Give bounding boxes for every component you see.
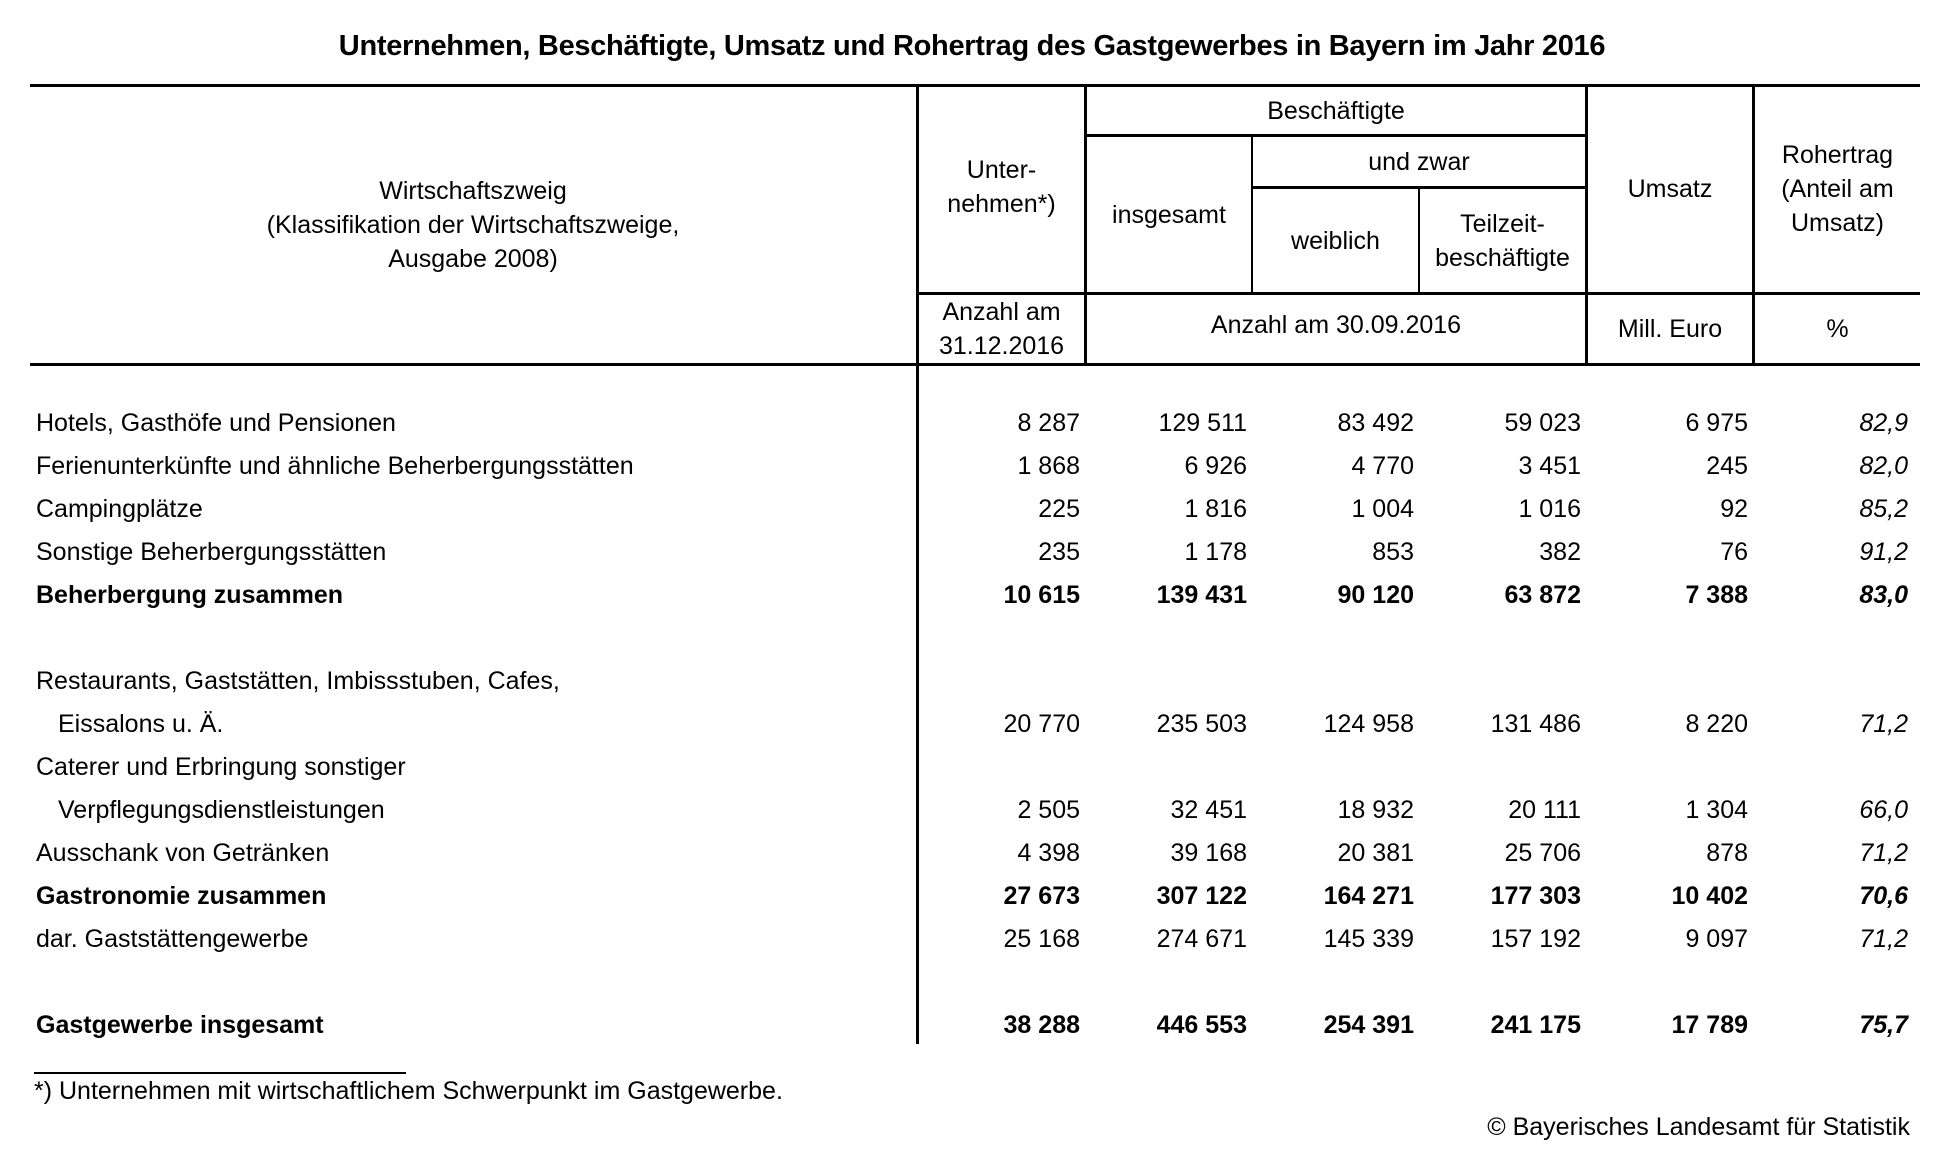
table-row (0, 832, 1944, 875)
cell-umsatz: 8 220 (1685, 710, 1748, 738)
cell-unternehmen: 10 615 (1003, 581, 1080, 609)
cell-weiblich: 1 004 (1351, 495, 1414, 523)
row-label: Hotels, Gasthöfe und Pensionen (36, 409, 396, 437)
cell-beschaeftigte-insgesamt: 139 431 (1156, 581, 1247, 609)
header-wirtschaftszweig-line1: Wirtschaftszweig (379, 177, 567, 205)
row-label: Restaurants, Gaststätten, Imbissstuben, Cafes, (36, 667, 560, 695)
table-row (0, 875, 1944, 918)
header-teilzeit-line2: beschäftigte (1435, 244, 1570, 272)
header-beschaeftigte: Beschäftigte (1267, 97, 1405, 125)
header-weiblich: weiblich (1291, 227, 1380, 255)
cell-weiblich: 164 271 (1323, 882, 1414, 910)
table-row (0, 531, 1944, 574)
cell-teilzeit: 20 111 (1508, 796, 1581, 824)
table-row (0, 574, 1944, 617)
cell-unternehmen: 25 168 (1003, 925, 1080, 953)
footnote: *) Unternehmen mit wirtschaftlichem Schwerpunkt im Gastgewerbe. (34, 1077, 783, 1105)
row-label: dar. Gaststättengewerbe (36, 925, 309, 953)
row-label: Beherbergung zusammen (36, 581, 344, 609)
cell-beschaeftigte-insgesamt: 39 168 (1170, 839, 1247, 867)
cell-teilzeit: 3 451 (1518, 452, 1581, 480)
cell-beschaeftigte-insgesamt: 129 511 (1158, 409, 1247, 437)
cell-teilzeit: 241 175 (1490, 1011, 1581, 1039)
copyright: © Bayerisches Landesamt für Statistik (1487, 1113, 1910, 1141)
row-label-continued: Verpflegungsdienstleistungen (58, 796, 385, 824)
unit-unternehmen-line2: 31.12.2016 (938, 332, 1065, 360)
row-label: Ausschank von Getränken (36, 839, 330, 867)
cell-weiblich: 90 120 (1337, 581, 1414, 609)
row-label: Ferienunterkünfte und ähnliche Beherbergungsstätten (36, 452, 634, 480)
cell-umsatz: 6 975 (1685, 409, 1748, 437)
cell-unternehmen: 8 287 (1017, 409, 1080, 437)
row-label: Campingplätze (36, 495, 203, 523)
table-row-label-line (0, 746, 1944, 789)
cell-umsatz: 1 304 (1685, 796, 1748, 824)
cell-weiblich: 18 932 (1337, 796, 1414, 824)
cell-rohertrag: 70,6 (1859, 882, 1908, 910)
cell-beschaeftigte-insgesamt: 446 553 (1156, 1011, 1247, 1039)
cell-teilzeit: 25 706 (1504, 839, 1581, 867)
header-rohertrag-line1: Rohertrag (1781, 141, 1894, 169)
unit-unternehmen (919, 295, 1084, 363)
cell-weiblich: 254 391 (1323, 1011, 1414, 1039)
table-title: Unternehmen, Beschäftigte, Umsatz und Rohertrag des Gastgewerbes in Bayern im Jahr 2016 (338, 30, 1606, 62)
cell-teilzeit: 63 872 (1504, 581, 1581, 609)
cell-unternehmen: 2 505 (1017, 796, 1080, 824)
cell-unternehmen: 27 673 (1003, 882, 1080, 910)
cell-rohertrag: 75,7 (1859, 1011, 1908, 1039)
cell-unternehmen: 235 (1038, 538, 1080, 566)
cell-rohertrag: 91,2 (1859, 538, 1908, 566)
table-row (0, 918, 1944, 961)
cell-rohertrag: 71,2 (1859, 710, 1908, 738)
cell-weiblich: 124 958 (1323, 710, 1414, 738)
cell-umsatz: 245 (1706, 452, 1748, 480)
unit-beschaeftigte: Anzahl am 30.09.2016 (1210, 311, 1462, 339)
cell-beschaeftigte-insgesamt: 6 926 (1184, 452, 1247, 480)
footnote-rule (34, 1072, 406, 1074)
table-row (0, 445, 1944, 488)
cell-teilzeit: 382 (1539, 538, 1581, 566)
cell-umsatz: 76 (1720, 538, 1748, 566)
cell-weiblich: 20 381 (1337, 839, 1414, 867)
table-row (0, 703, 1944, 746)
table-row (0, 789, 1944, 832)
header-teilzeit (1420, 189, 1585, 293)
cell-beschaeftigte-insgesamt: 235 503 (1156, 710, 1247, 738)
table-row-label-line (0, 660, 1944, 703)
cell-beschaeftigte-insgesamt: 1 816 (1184, 495, 1247, 523)
cell-weiblich: 853 (1372, 538, 1414, 566)
cell-beschaeftigte-insgesamt: 1 178 (1184, 538, 1247, 566)
cell-teilzeit: 177 303 (1490, 882, 1581, 910)
header-teilzeit-line1: Teilzeit- (1460, 210, 1545, 238)
header-rohertrag-line3: Umsatz) (1790, 209, 1885, 237)
unit-unternehmen-line1: Anzahl am (942, 298, 1061, 326)
cell-umsatz: 10 402 (1671, 882, 1748, 910)
cell-teilzeit: 131 486 (1490, 710, 1581, 738)
cell-teilzeit: 157 192 (1490, 925, 1581, 953)
cell-rohertrag: 82,9 (1859, 409, 1908, 437)
cell-rohertrag: 82,0 (1859, 452, 1908, 480)
header-wirtschaftszweig (30, 86, 916, 364)
cell-umsatz: 17 789 (1671, 1011, 1748, 1039)
cell-umsatz: 92 (1720, 495, 1748, 523)
header-umsatz: Umsatz (1627, 175, 1713, 203)
header-wirtschaftszweig-line2: (Klassifikation der Wirtschaftszweige, (266, 211, 680, 239)
row-label: Sonstige Beherbergungsstätten (36, 538, 387, 566)
unit-umsatz: Mill. Euro (1617, 315, 1723, 343)
unit-rohertrag: % (1826, 315, 1849, 343)
header-insgesamt: insgesamt (1112, 201, 1226, 229)
header-unternehmen-line2: nehmen*) (947, 190, 1056, 218)
header-rohertrag-line2: (Anteil am (1781, 175, 1894, 203)
cell-rohertrag: 85,2 (1859, 495, 1908, 523)
cell-unternehmen: 4 398 (1017, 839, 1080, 867)
cell-rohertrag: 71,2 (1859, 925, 1908, 953)
row-label: Caterer und Erbringung sonstiger (36, 753, 406, 781)
cell-unternehmen: 20 770 (1003, 710, 1080, 738)
cell-rohertrag: 66,0 (1859, 796, 1908, 824)
row-label: Gastronomie zusammen (36, 882, 327, 910)
cell-rohertrag: 71,2 (1859, 839, 1908, 867)
table-row (0, 488, 1944, 531)
row-label: Gastgewerbe insgesamt (36, 1011, 324, 1039)
cell-teilzeit: 1 016 (1518, 495, 1581, 523)
header-unternehmen-line1: Unter- (966, 156, 1037, 184)
cell-umsatz: 7 388 (1685, 581, 1748, 609)
header-und-zwar: und zwar (1368, 147, 1470, 176)
cell-unternehmen: 38 288 (1003, 1011, 1080, 1039)
cell-umsatz: 9 097 (1685, 925, 1748, 953)
row-label-continued: Eissalons u. Ä. (58, 710, 224, 738)
cell-unternehmen: 1 868 (1017, 452, 1080, 480)
header-unternehmen (919, 142, 1084, 232)
cell-unternehmen: 225 (1038, 495, 1080, 523)
table-row (0, 402, 1944, 445)
cell-teilzeit: 59 023 (1504, 409, 1581, 437)
cell-beschaeftigte-insgesamt: 307 122 (1156, 882, 1247, 910)
cell-rohertrag: 83,0 (1859, 581, 1908, 609)
cell-beschaeftigte-insgesamt: 274 671 (1156, 925, 1247, 953)
header-wirtschaftszweig-line3: Ausgabe 2008) (388, 245, 558, 273)
cell-weiblich: 83 492 (1337, 409, 1414, 437)
header-rohertrag (1755, 86, 1920, 292)
table-row (0, 1004, 1944, 1047)
cell-weiblich: 4 770 (1351, 452, 1414, 480)
cell-weiblich: 145 339 (1323, 925, 1414, 953)
cell-beschaeftigte-insgesamt: 32 451 (1170, 796, 1247, 824)
cell-umsatz: 878 (1706, 839, 1748, 867)
